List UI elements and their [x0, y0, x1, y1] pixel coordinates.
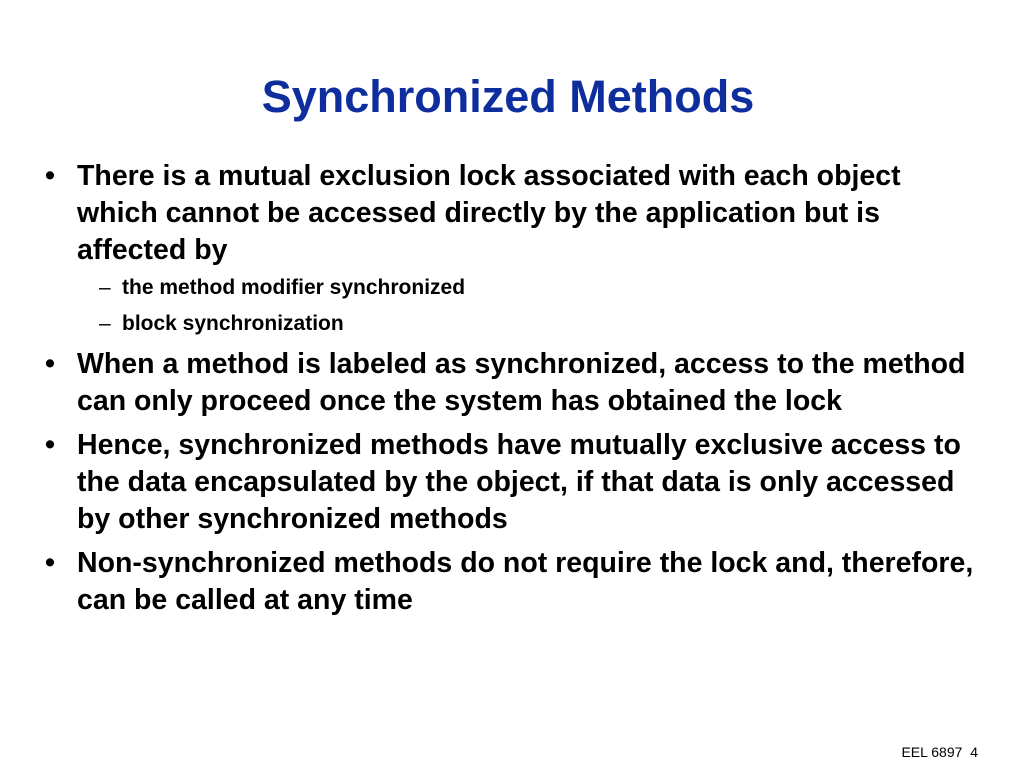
slide-title: Synchronized Methods: [261, 71, 755, 122]
page-number: 4: [970, 744, 978, 760]
sub-bullet-item: [77, 310, 984, 338]
slide-footer: [901, 744, 978, 760]
bullet-item: [44, 346, 984, 420]
bullet-item: [44, 427, 984, 538]
sub-bullet-text: block synchronization: [122, 312, 344, 335]
bullet-text: Non-synchronized methods do not require the lock and, therefore, can be called at any time: [77, 547, 974, 616]
bullet-icon: •: [45, 547, 55, 579]
sub-bullet-text: the method modifier synchronized: [122, 276, 466, 299]
bullet-icon: •: [45, 160, 55, 192]
dash-icon: –: [99, 312, 111, 335]
sub-bullet-list: [77, 274, 984, 338]
bullet-text: Hence, synchronized methods have mutually exclusive access to the data encapsulated by the object, if that data is only accessed by other synchronized methods: [77, 429, 961, 535]
sub-bullet-item: [77, 274, 984, 302]
course-code: EEL 6897: [901, 744, 963, 760]
bullet-item: [44, 158, 984, 338]
bullet-icon: •: [45, 348, 55, 380]
bullet-text: There is a mutual exclusion lock associated with each object which cannot be accessed directly by the application but is affected by: [77, 160, 901, 266]
bullet-list: [44, 158, 984, 626]
bullet-icon: •: [45, 429, 55, 461]
dash-icon: –: [99, 276, 111, 299]
bullet-text: When a method is labeled as synchronized, access to the method can only proceed once the system has obtained the lock: [77, 348, 966, 417]
bullet-item: [44, 545, 984, 619]
